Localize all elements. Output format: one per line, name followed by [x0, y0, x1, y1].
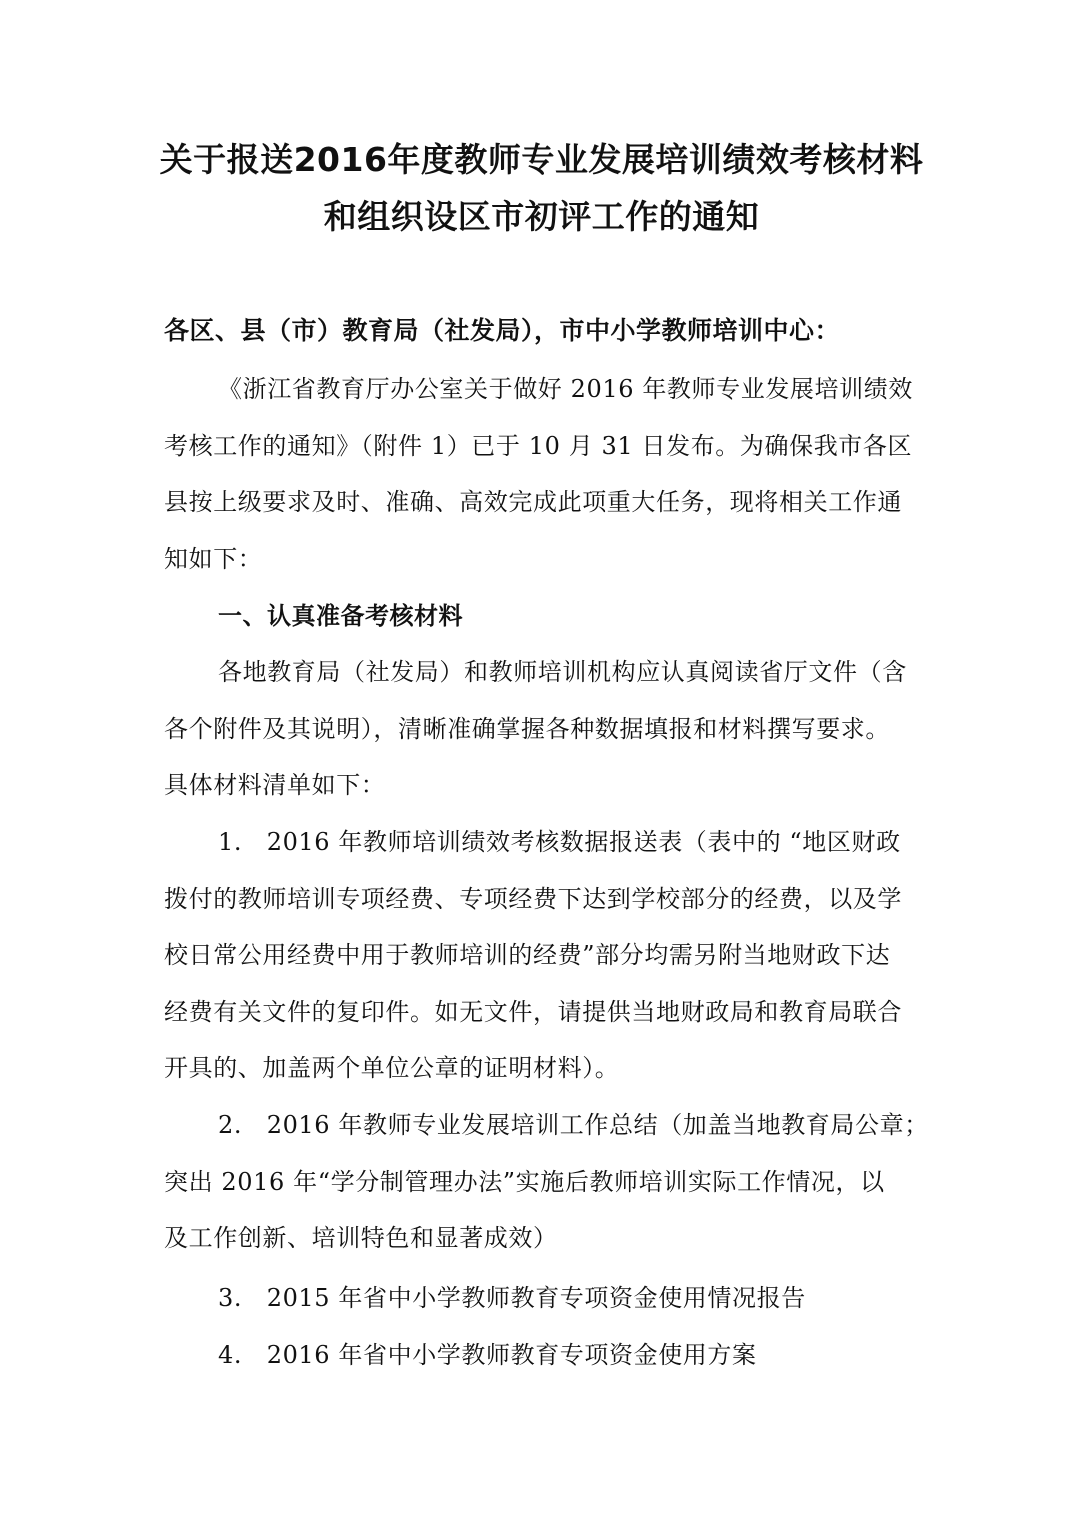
section-1-line-1: 各地教育局（社发局）和教师培训机构应认真阅读省厅文件（含 — [218, 658, 907, 686]
section-1-line-3: 具体材料清单如下： — [164, 771, 386, 799]
document-title-line-2: 和组织设区市初评工作的通知 — [323, 197, 760, 236]
salutation: 各区、县（市）教育局（社发局），市中小学教师培训中心： — [164, 316, 841, 345]
item-1-line-3: 校日常公用经费中用于教师培训的经费”部分均需另附当地财政下达 — [164, 941, 891, 969]
item-2-line-3: 及工作创新、培训特色和显著成效） — [164, 1224, 558, 1252]
item-1-line-5: 开具的、加盖两个单位公章的证明材料）。 — [164, 1054, 620, 1082]
document-title-line-1: 关于报送2016年度教师专业发展培训绩效考核材料 — [159, 140, 924, 179]
item-3: 3. 2015 年省中小学教师教育专项资金使用情况报告 — [218, 1284, 806, 1312]
section-1-heading: 一、认真准备考核材料 — [218, 602, 463, 630]
intro-line-3: 县按上级要求及时、准确、高效完成此项重大任务，现将相关工作通 — [164, 488, 902, 516]
intro-line-2: 考核工作的通知》（附件 1）已于 10 月 31 日发布。为确保我市各区 — [164, 432, 913, 460]
item-1-line-1: 1. 2016 年教师培训绩效考核数据报送表（表中的 “地区财政 — [218, 828, 901, 856]
intro-line-1: 《浙江省教育厅办公室关于做好 2016 年教师专业发展培训绩效 — [218, 375, 913, 403]
item-2-line-2: 突出 2016 年“学分制管理办法”实施后教师培训实际工作情况，以 — [164, 1168, 885, 1196]
item-1-line-2: 拨付的教师培训专项经费、专项经费下达到学校部分的经费，以及学 — [164, 885, 902, 913]
item-2-line-1: 2. 2016 年教师专业发展培训工作总结（加盖当地教育局公章； — [218, 1111, 929, 1139]
item-4: 4. 2016 年省中小学教师教育专项资金使用方案 — [218, 1341, 757, 1369]
intro-line-4: 知如下： — [164, 545, 263, 573]
section-1-line-2: 各个附件及其说明），清晰准确掌握各种数据填报和材料撰写要求。 — [164, 715, 890, 743]
item-1-line-4: 经费有关文件的复印件。如无文件，请提供当地财政局和教育局联合 — [164, 998, 902, 1026]
